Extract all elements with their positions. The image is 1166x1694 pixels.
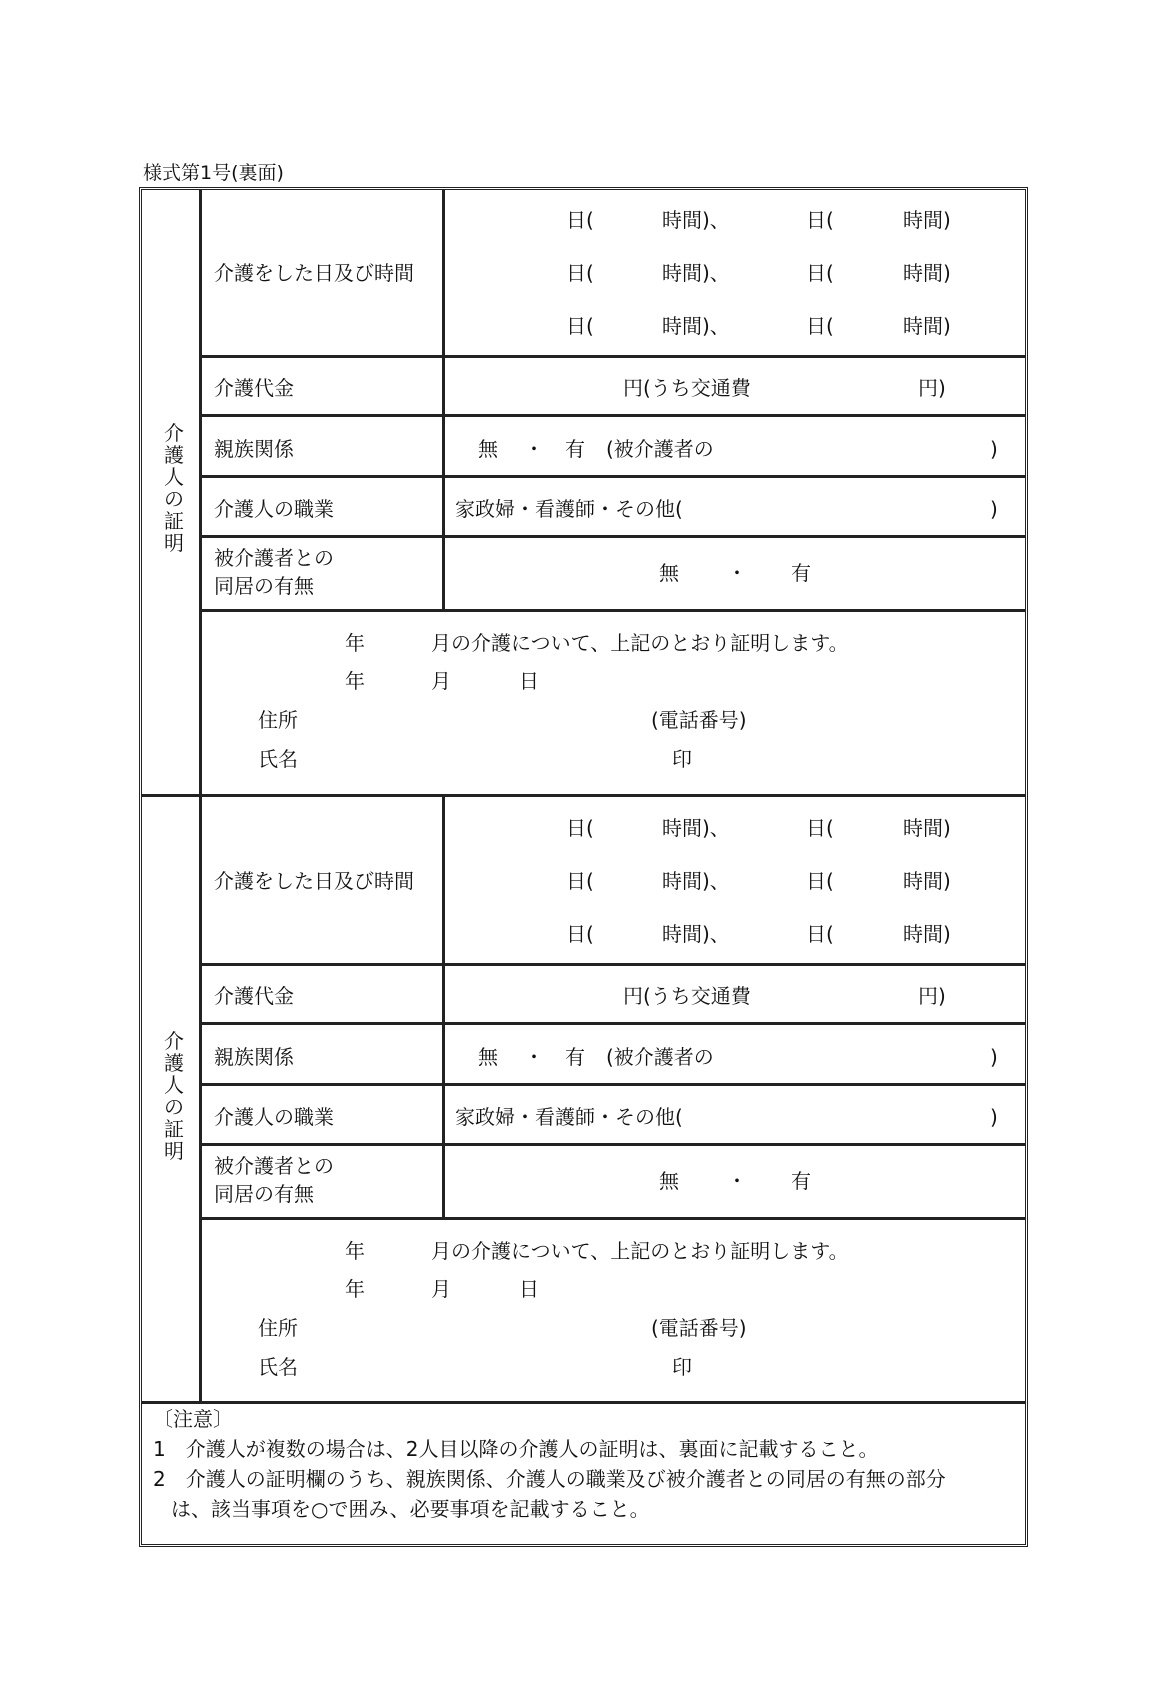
form-title: 様式第1号(裏面): [143, 162, 284, 184]
cohabit-none-option[interactable]: 無: [659, 1169, 679, 1193]
cert-date-day[interactable]: 日: [519, 1277, 539, 1301]
occupation-close: ): [990, 1105, 998, 1129]
relation-dot: ・: [524, 1045, 544, 1069]
row-divider: [200, 414, 1026, 417]
cohabit-label-line2: 同居の有無: [214, 1182, 314, 1206]
cert-phone-label: (電話番号): [651, 708, 747, 732]
relation-detail[interactable]: (被介護者の: [606, 1045, 714, 1069]
relation-label: 親族関係: [214, 437, 294, 461]
cert-name-label: 氏名: [258, 1355, 298, 1379]
day-field[interactable]: 日(: [566, 922, 594, 946]
cohabit-label-line2: 同居の有無: [214, 574, 314, 598]
fee-yen-part[interactable]: 円(うち交通費: [623, 376, 751, 400]
day-field[interactable]: 日(: [806, 922, 834, 946]
section-label-char: の: [164, 487, 184, 511]
cert-address-label: 住所: [258, 1316, 298, 1340]
row-divider: [200, 1217, 1026, 1220]
cert-year[interactable]: 年: [345, 1239, 365, 1263]
section-label-char: 人: [164, 1073, 184, 1097]
row-divider: [200, 1143, 1026, 1146]
hours-field[interactable]: 時間)、: [662, 869, 730, 893]
cert-phone-label: (電話番号): [651, 1316, 747, 1340]
fee-yen-close[interactable]: 円): [918, 376, 946, 400]
cert-date-year[interactable]: 年: [345, 669, 365, 693]
section-label-char: 介: [164, 421, 184, 445]
cert-date-month[interactable]: 月: [431, 669, 451, 693]
days-hours-label: 介護をした日及び時間: [214, 869, 414, 893]
day-field[interactable]: 日(: [806, 869, 834, 893]
cohabit-label-line1: 被介護者との: [214, 546, 334, 570]
row-divider: [200, 475, 1026, 478]
occupation-label: 介護人の職業: [214, 1105, 334, 1129]
section-label-char: 護: [164, 1051, 184, 1075]
section-divider: [141, 794, 1026, 797]
row-divider: [200, 1083, 1026, 1086]
hours-field[interactable]: 時間): [903, 922, 951, 946]
row-divider: [200, 1022, 1026, 1025]
hours-field[interactable]: 時間)、: [662, 816, 730, 840]
occupation-close: ): [990, 497, 998, 521]
note-item-2-line1: 2 介護人の証明欄のうち、親族関係、介護人の職業及び被介護者との同居の有無の部分: [153, 1467, 946, 1491]
section-label-char: 証: [164, 509, 184, 533]
note-item-1: 1 介護人が複数の場合は、2人目以降の介護人の証明は、裏面に記載すること。: [153, 1437, 879, 1461]
occupation-options[interactable]: 家政婦・看護師・その他(: [455, 1105, 683, 1129]
section-label-char: 人: [164, 465, 184, 489]
row-divider: [200, 535, 1026, 538]
occupation-label: 介護人の職業: [214, 497, 334, 521]
cohabit-yes-option[interactable]: 有: [791, 561, 811, 585]
label-column-divider: [199, 797, 202, 1404]
field-column-divider: [442, 797, 445, 1219]
fee-label: 介護代金: [214, 376, 294, 400]
cert-seal: 印: [672, 747, 692, 771]
field-column-divider: [442, 189, 445, 611]
hours-field[interactable]: 時間): [903, 869, 951, 893]
relation-label: 親族関係: [214, 1045, 294, 1069]
cohabit-dot: ・: [727, 1169, 747, 1193]
fee-label: 介護代金: [214, 984, 294, 1008]
relation-yes-option[interactable]: 有: [565, 1045, 585, 1069]
hours-field[interactable]: 時間)、: [662, 922, 730, 946]
cert-year[interactable]: 年: [345, 631, 365, 655]
hours-field[interactable]: 時間): [903, 314, 951, 338]
day-field[interactable]: 日(: [806, 816, 834, 840]
section-label-char: 証: [164, 1117, 184, 1141]
relation-none-option[interactable]: 無: [478, 1045, 498, 1069]
notes-section: [141, 1404, 1021, 1524]
relation-none-option[interactable]: 無: [478, 437, 498, 461]
day-field[interactable]: 日(: [806, 314, 834, 338]
note-item-2-line2: は、該当事項を○で囲み、必要事項を記載すること。: [171, 1497, 650, 1521]
days-hours-label: 介護をした日及び時間: [214, 261, 414, 285]
cert-address-label: 住所: [258, 708, 298, 732]
hours-field[interactable]: 時間)、: [662, 261, 730, 285]
cert-date-month[interactable]: 月: [431, 1277, 451, 1301]
cohabit-yes-option[interactable]: 有: [791, 1169, 811, 1193]
fee-yen-part[interactable]: 円(うち交通費: [623, 984, 751, 1008]
cert-seal: 印: [672, 1355, 692, 1379]
section-vertical-label: [162, 1030, 186, 1162]
relation-close: ): [990, 437, 998, 461]
section-label-char: 明: [164, 531, 184, 555]
cert-date-day[interactable]: 日: [519, 669, 539, 693]
day-field[interactable]: 日(: [806, 261, 834, 285]
section-vertical-label: [162, 422, 186, 554]
day-field[interactable]: 日(: [566, 314, 594, 338]
day-field[interactable]: 日(: [566, 208, 594, 232]
section-label-char: 明: [164, 1139, 184, 1163]
section-label-char: の: [164, 1095, 184, 1119]
cert-month-text: 月の介護について、上記のとおり証明します。: [431, 631, 849, 655]
cohabit-label-line1: 被介護者との: [214, 1154, 334, 1178]
day-field[interactable]: 日(: [806, 208, 834, 232]
occupation-options[interactable]: 家政婦・看護師・その他(: [455, 497, 683, 521]
relation-dot: ・: [524, 437, 544, 461]
hours-field[interactable]: 時間)、: [662, 208, 730, 232]
hours-field[interactable]: 時間): [903, 816, 951, 840]
hours-field[interactable]: 時間): [903, 261, 951, 285]
section-label-char: 護: [164, 443, 184, 467]
hours-field[interactable]: 時間): [903, 208, 951, 232]
cert-month-text: 月の介護について、上記のとおり証明します。: [431, 1239, 849, 1263]
label-column-divider: [199, 189, 202, 796]
hours-field[interactable]: 時間)、: [662, 314, 730, 338]
section-label-char: 介: [164, 1029, 184, 1053]
cohabit-dot: ・: [727, 561, 747, 585]
notes-heading: 〔注意〕: [153, 1407, 233, 1431]
relation-detail[interactable]: (被介護者の: [606, 437, 714, 461]
cert-name-label: 氏名: [258, 747, 298, 771]
day-field[interactable]: 日(: [566, 869, 594, 893]
cohabit-none-option[interactable]: 無: [659, 561, 679, 585]
day-field[interactable]: 日(: [566, 261, 594, 285]
row-divider: [200, 355, 1026, 358]
relation-close: ): [990, 1045, 998, 1069]
row-divider: [200, 609, 1026, 612]
relation-yes-option[interactable]: 有: [565, 437, 585, 461]
row-divider: [200, 963, 1026, 966]
day-field[interactable]: 日(: [566, 816, 594, 840]
cert-date-year[interactable]: 年: [345, 1277, 365, 1301]
fee-yen-close[interactable]: 円): [918, 984, 946, 1008]
